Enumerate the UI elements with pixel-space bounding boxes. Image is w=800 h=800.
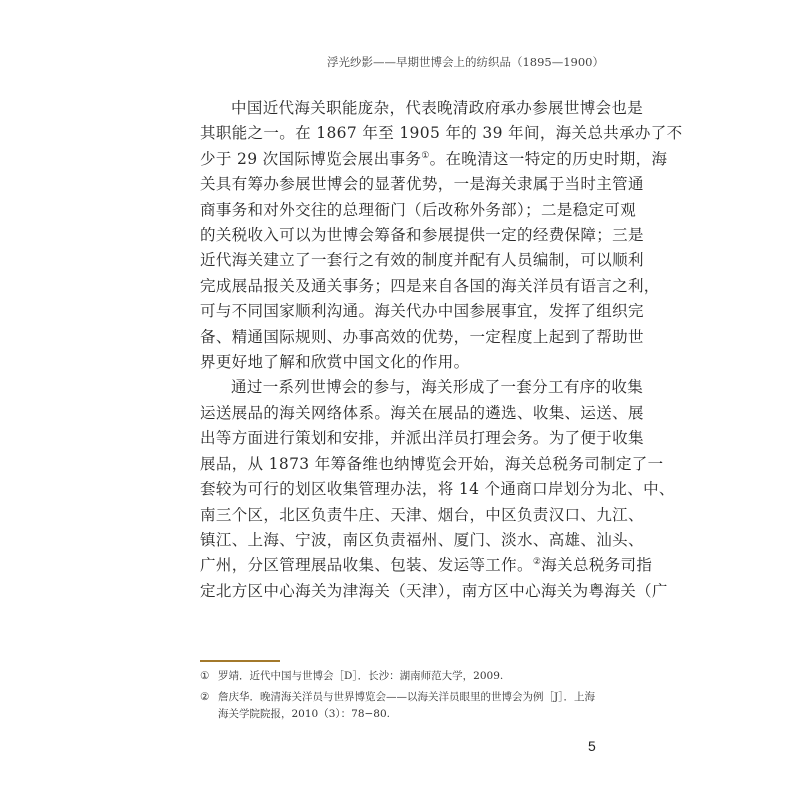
text-line: 界更好地了解和欣赏中国文化的作用。 — [200, 353, 470, 372]
running-header: 浮光纱影——早期世博会上的纺织品（1895—1900） — [326, 55, 604, 69]
text-line: 套较为可行的划区收集管理办法，将 14 个通商口岸划分为北、中、 — [200, 480, 675, 499]
text-run: 。在晚清这一特定的历史时期，海 — [429, 149, 668, 168]
text-line — [200, 553, 653, 578]
footnote-number: ② — [200, 690, 210, 703]
text-run: 海关总税务司指 — [541, 556, 653, 575]
text-line: 其职能之一。在 1867 年至 1905 年的 39 年间，海关总共承办了不 — [200, 124, 683, 143]
text-line: 备、精通国际规则、办事高效的优势，一定程度上起到了帮助世 — [200, 327, 644, 346]
text-line: 近代海关建立了一套行之有效的制度并配有人员编制，可以顺利 — [200, 251, 644, 270]
text-line: 南三个区，北区负责牛庄、天津、烟台，中区负责汉口、九江、 — [200, 505, 644, 524]
text-line: 关具有筹办参展世博会的显著优势，一是海关隶属于当时主管通 — [200, 175, 644, 194]
text-line — [200, 147, 668, 172]
footnote-ref-2[interactable]: ② — [532, 557, 542, 568]
text-run: 少于 29 次国际博览会展出事务 — [200, 149, 422, 168]
text-line: 定北方区中心海关为津海关（天津），南方区中心海关为粤海关（广 — [200, 581, 668, 600]
page-number: 5 — [588, 738, 596, 754]
text-line: 可与不同国家顺利沟通。海关代办中国参展事宜，发挥了组织完 — [200, 302, 644, 321]
text-run: 广州，分区管理展品收集、包装、发运等工作。 — [200, 556, 533, 575]
footnote-ref-1[interactable]: ① — [421, 150, 430, 161]
text-line: 镇江、上海、宁波，南区负责福州、厦门、淡水、高雄、汕头、 — [200, 530, 644, 549]
footnote-text: 詹庆华．晚清海关洋员与世界博览会——以海关洋员眼里的世博会为例［J］．上海海关学院院报，2010（3）：78−80. — [218, 690, 595, 720]
body-text — [200, 96, 683, 604]
text-line: 运送展品的海关网络体系。海关在展品的遴选、收集、运送、展 — [200, 403, 644, 422]
footnotes — [200, 668, 600, 727]
text-line: 商事务和对外交往的总理衙门（后改称外务部）；二是稳定可观 — [200, 200, 637, 219]
footnote-2 — [200, 689, 600, 724]
footnote-number: ① — [200, 670, 210, 682]
text-line: 的关税收入可以为世博会筹备和参展提供一定的经费保障；三是 — [200, 226, 644, 245]
footnote-divider — [200, 660, 280, 662]
footnote-1 — [200, 668, 600, 686]
text-line: 出等方面进行策划和安排，并派出洋员打理会务。为了便于收集 — [200, 429, 644, 448]
paragraph-2 — [200, 375, 675, 604]
paragraph-1 — [200, 96, 683, 375]
text-line: 展品，从 1873 年筹备维也纳博览会开始，海关总税务司制定了一 — [200, 454, 664, 473]
text-line: 中国近代海关职能庞杂，代表晚清政府承办参展世博会也是 — [231, 99, 644, 117]
text-line: 完成展品报关及通关事务；四是来自各国的海关洋员有语言之利， — [200, 276, 660, 295]
text-line: 通过一系列世博会的参与，海关形成了一套分工有序的收集 — [231, 378, 644, 397]
footnote-text: 罗靖．近代中国与世博会［D］．长沙：湖南师范大学，2009. — [218, 670, 504, 682]
